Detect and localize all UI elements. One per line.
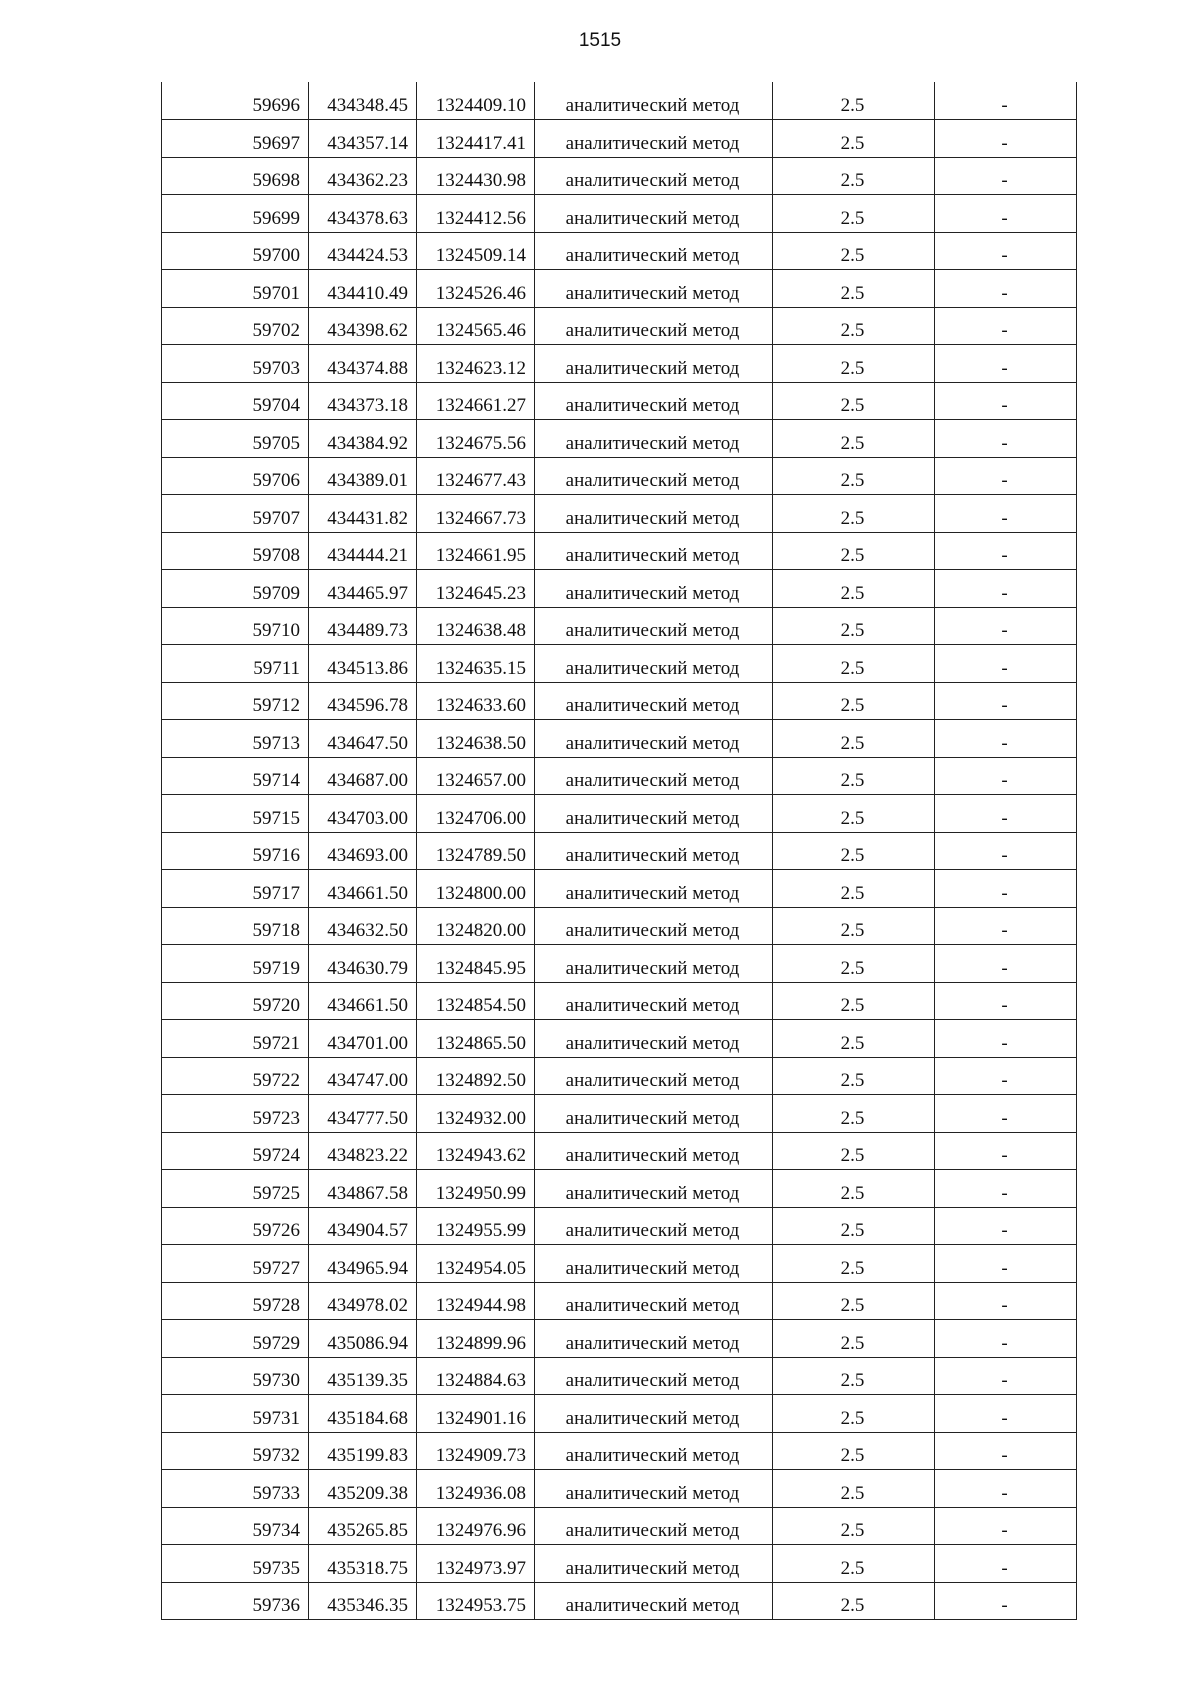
point-number-cell: 59718 (162, 907, 309, 945)
note-cell: - (935, 532, 1077, 570)
table-row (162, 1507, 1077, 1545)
y-coordinate-cell: 1324623.12 (417, 345, 535, 383)
y-coordinate-cell: 1324633.60 (417, 682, 535, 720)
table-row (162, 1282, 1077, 1320)
precision-cell: 2.5 (773, 157, 935, 195)
point-number-cell: 59702 (162, 307, 309, 345)
y-coordinate-cell: 1324901.16 (417, 1395, 535, 1433)
x-coordinate-cell: 434647.50 (309, 720, 417, 758)
precision-cell: 2.5 (773, 495, 935, 533)
method-cell: аналитический метод (535, 607, 773, 645)
precision-cell: 2.5 (773, 532, 935, 570)
precision-cell: 2.5 (773, 1432, 935, 1470)
note-cell: - (935, 270, 1077, 308)
method-cell: аналитический метод (535, 307, 773, 345)
y-coordinate-cell: 1324409.10 (417, 82, 535, 120)
method-cell: аналитический метод (535, 1282, 773, 1320)
y-coordinate-cell: 1324509.14 (417, 232, 535, 270)
note-cell: - (935, 457, 1077, 495)
method-cell: аналитический метод (535, 1395, 773, 1433)
note-cell: - (935, 1095, 1077, 1133)
note-cell: - (935, 382, 1077, 420)
method-cell: аналитический метод (535, 1507, 773, 1545)
x-coordinate-cell: 434867.58 (309, 1170, 417, 1208)
method-cell: аналитический метод (535, 457, 773, 495)
precision-cell: 2.5 (773, 795, 935, 833)
y-coordinate-cell: 1324635.15 (417, 645, 535, 683)
y-coordinate-cell: 1324800.00 (417, 870, 535, 908)
precision-cell: 2.5 (773, 345, 935, 383)
x-coordinate-cell: 434373.18 (309, 382, 417, 420)
point-number-cell: 59720 (162, 982, 309, 1020)
x-coordinate-cell: 434823.22 (309, 1132, 417, 1170)
table-row (162, 82, 1077, 120)
point-number-cell: 59709 (162, 570, 309, 608)
point-number-cell: 59724 (162, 1132, 309, 1170)
note-cell: - (935, 1245, 1077, 1283)
table-row (162, 1095, 1077, 1133)
precision-cell: 2.5 (773, 457, 935, 495)
method-cell: аналитический метод (535, 1095, 773, 1133)
precision-cell: 2.5 (773, 1470, 935, 1508)
table-row (162, 1132, 1077, 1170)
x-coordinate-cell: 434357.14 (309, 120, 417, 158)
point-number-cell: 59710 (162, 607, 309, 645)
method-cell: аналитический метод (535, 907, 773, 945)
point-number-cell: 59735 (162, 1545, 309, 1583)
table-row (162, 1245, 1077, 1283)
y-coordinate-cell: 1324412.56 (417, 195, 535, 233)
note-cell: - (935, 232, 1077, 270)
precision-cell: 2.5 (773, 757, 935, 795)
table-row (162, 1470, 1077, 1508)
point-number-cell: 59700 (162, 232, 309, 270)
note-cell: - (935, 570, 1077, 608)
point-number-cell: 59696 (162, 82, 309, 120)
precision-cell: 2.5 (773, 1245, 935, 1283)
table-row (162, 270, 1077, 308)
point-number-cell: 59716 (162, 832, 309, 870)
table-row (162, 157, 1077, 195)
y-coordinate-cell: 1324865.50 (417, 1020, 535, 1058)
method-cell: аналитический метод (535, 232, 773, 270)
precision-cell: 2.5 (773, 1582, 935, 1620)
precision-cell: 2.5 (773, 1057, 935, 1095)
precision-cell: 2.5 (773, 907, 935, 945)
point-number-cell: 59713 (162, 720, 309, 758)
point-number-cell: 59733 (162, 1470, 309, 1508)
table-row (162, 1582, 1077, 1620)
method-cell: аналитический метод (535, 1207, 773, 1245)
point-number-cell: 59729 (162, 1320, 309, 1358)
y-coordinate-cell: 1324657.00 (417, 757, 535, 795)
note-cell: - (935, 1132, 1077, 1170)
y-coordinate-cell: 1324932.00 (417, 1095, 535, 1133)
table-row (162, 870, 1077, 908)
y-coordinate-cell: 1324638.50 (417, 720, 535, 758)
note-cell: - (935, 870, 1077, 908)
precision-cell: 2.5 (773, 570, 935, 608)
table-row (162, 307, 1077, 345)
table-row (162, 945, 1077, 983)
method-cell: аналитический метод (535, 1057, 773, 1095)
table-row (162, 382, 1077, 420)
y-coordinate-cell: 1324565.46 (417, 307, 535, 345)
y-coordinate-cell: 1324677.43 (417, 457, 535, 495)
note-cell: - (935, 307, 1077, 345)
note-cell: - (935, 157, 1077, 195)
precision-cell: 2.5 (773, 1545, 935, 1583)
precision-cell: 2.5 (773, 1207, 935, 1245)
method-cell: аналитический метод (535, 195, 773, 233)
precision-cell: 2.5 (773, 1020, 935, 1058)
point-number-cell: 59714 (162, 757, 309, 795)
table-row (162, 1357, 1077, 1395)
note-cell: - (935, 82, 1077, 120)
table-row (162, 1170, 1077, 1208)
y-coordinate-cell: 1324954.05 (417, 1245, 535, 1283)
point-number-cell: 59698 (162, 157, 309, 195)
method-cell: аналитический метод (535, 157, 773, 195)
method-cell: аналитический метод (535, 982, 773, 1020)
table-row (162, 1432, 1077, 1470)
method-cell: аналитический метод (535, 757, 773, 795)
y-coordinate-cell: 1324526.46 (417, 270, 535, 308)
y-coordinate-cell: 1324943.62 (417, 1132, 535, 1170)
y-coordinate-cell: 1324789.50 (417, 832, 535, 870)
x-coordinate-cell: 434596.78 (309, 682, 417, 720)
precision-cell: 2.5 (773, 1095, 935, 1133)
note-cell: - (935, 682, 1077, 720)
y-coordinate-cell: 1324854.50 (417, 982, 535, 1020)
note-cell: - (935, 345, 1077, 383)
x-coordinate-cell: 434703.00 (309, 795, 417, 833)
note-cell: - (935, 1057, 1077, 1095)
point-number-cell: 59721 (162, 1020, 309, 1058)
method-cell: аналитический метод (535, 1020, 773, 1058)
table-row (162, 682, 1077, 720)
method-cell: аналитический метод (535, 945, 773, 983)
x-coordinate-cell: 434630.79 (309, 945, 417, 983)
x-coordinate-cell: 434410.49 (309, 270, 417, 308)
precision-cell: 2.5 (773, 420, 935, 458)
x-coordinate-cell: 434431.82 (309, 495, 417, 533)
precision-cell: 2.5 (773, 1507, 935, 1545)
x-coordinate-cell: 434398.62 (309, 307, 417, 345)
note-cell: - (935, 982, 1077, 1020)
note-cell: - (935, 795, 1077, 833)
note-cell: - (935, 945, 1077, 983)
table-row (162, 420, 1077, 458)
point-number-cell: 59725 (162, 1170, 309, 1208)
point-number-cell: 59719 (162, 945, 309, 983)
y-coordinate-cell: 1324667.73 (417, 495, 535, 533)
x-coordinate-cell: 434424.53 (309, 232, 417, 270)
point-number-cell: 59734 (162, 1507, 309, 1545)
x-coordinate-cell: 435346.35 (309, 1582, 417, 1620)
note-cell: - (935, 1432, 1077, 1470)
page-number: 1515 (578, 30, 622, 51)
table-row (162, 532, 1077, 570)
method-cell: аналитический метод (535, 1470, 773, 1508)
note-cell: - (935, 495, 1077, 533)
method-cell: аналитический метод (535, 795, 773, 833)
point-number-cell: 59705 (162, 420, 309, 458)
table-row (162, 195, 1077, 233)
x-coordinate-cell: 434489.73 (309, 607, 417, 645)
precision-cell: 2.5 (773, 645, 935, 683)
table-row (162, 720, 1077, 758)
y-coordinate-cell: 1324944.98 (417, 1282, 535, 1320)
y-coordinate-cell: 1324661.95 (417, 532, 535, 570)
x-coordinate-cell: 434693.00 (309, 832, 417, 870)
note-cell: - (935, 645, 1077, 683)
method-cell: аналитический метод (535, 382, 773, 420)
method-cell: аналитический метод (535, 345, 773, 383)
table-row (162, 345, 1077, 383)
note-cell: - (935, 1170, 1077, 1208)
point-number-cell: 59708 (162, 532, 309, 570)
point-number-cell: 59727 (162, 1245, 309, 1283)
x-coordinate-cell: 434362.23 (309, 157, 417, 195)
point-number-cell: 59726 (162, 1207, 309, 1245)
precision-cell: 2.5 (773, 307, 935, 345)
y-coordinate-cell: 1324909.73 (417, 1432, 535, 1470)
precision-cell: 2.5 (773, 1132, 935, 1170)
x-coordinate-cell: 435139.35 (309, 1357, 417, 1395)
point-number-cell: 59712 (162, 682, 309, 720)
precision-cell: 2.5 (773, 1282, 935, 1320)
coordinates-table (161, 82, 1077, 1620)
x-coordinate-cell: 434965.94 (309, 1245, 417, 1283)
x-coordinate-cell: 435086.94 (309, 1320, 417, 1358)
precision-cell: 2.5 (773, 120, 935, 158)
precision-cell: 2.5 (773, 945, 935, 983)
precision-cell: 2.5 (773, 1320, 935, 1358)
method-cell: аналитический метод (535, 420, 773, 458)
point-number-cell: 59706 (162, 457, 309, 495)
table-row (162, 907, 1077, 945)
y-coordinate-cell: 1324892.50 (417, 1057, 535, 1095)
point-number-cell: 59711 (162, 645, 309, 683)
x-coordinate-cell: 435184.68 (309, 1395, 417, 1433)
table-row (162, 1545, 1077, 1583)
table-row (162, 795, 1077, 833)
precision-cell: 2.5 (773, 1357, 935, 1395)
x-coordinate-cell: 434687.00 (309, 757, 417, 795)
point-number-cell: 59731 (162, 1395, 309, 1433)
y-coordinate-cell: 1324675.56 (417, 420, 535, 458)
y-coordinate-cell: 1324645.23 (417, 570, 535, 608)
x-coordinate-cell: 434374.88 (309, 345, 417, 383)
y-coordinate-cell: 1324845.95 (417, 945, 535, 983)
note-cell: - (935, 1357, 1077, 1395)
x-coordinate-cell: 434384.92 (309, 420, 417, 458)
y-coordinate-cell: 1324936.08 (417, 1470, 535, 1508)
point-number-cell: 59717 (162, 870, 309, 908)
x-coordinate-cell: 434661.50 (309, 982, 417, 1020)
table-body (162, 82, 1077, 1620)
x-coordinate-cell: 435199.83 (309, 1432, 417, 1470)
table-row (162, 757, 1077, 795)
x-coordinate-cell: 434661.50 (309, 870, 417, 908)
x-coordinate-cell: 434348.45 (309, 82, 417, 120)
x-coordinate-cell: 434513.86 (309, 645, 417, 683)
x-coordinate-cell: 434632.50 (309, 907, 417, 945)
note-cell: - (935, 1207, 1077, 1245)
precision-cell: 2.5 (773, 870, 935, 908)
x-coordinate-cell: 434904.57 (309, 1207, 417, 1245)
point-number-cell: 59730 (162, 1357, 309, 1395)
table-row (162, 1020, 1077, 1058)
table-row (162, 1057, 1077, 1095)
x-coordinate-cell: 434465.97 (309, 570, 417, 608)
method-cell: аналитический метод (535, 1545, 773, 1583)
method-cell: аналитический метод (535, 495, 773, 533)
precision-cell: 2.5 (773, 982, 935, 1020)
table-row (162, 495, 1077, 533)
table-row (162, 982, 1077, 1020)
precision-cell: 2.5 (773, 232, 935, 270)
note-cell: - (935, 195, 1077, 233)
note-cell: - (935, 720, 1077, 758)
note-cell: - (935, 1020, 1077, 1058)
table-row (162, 832, 1077, 870)
precision-cell: 2.5 (773, 82, 935, 120)
note-cell: - (935, 607, 1077, 645)
method-cell: аналитический метод (535, 682, 773, 720)
x-coordinate-cell: 434777.50 (309, 1095, 417, 1133)
point-number-cell: 59707 (162, 495, 309, 533)
precision-cell: 2.5 (773, 1395, 935, 1433)
x-coordinate-cell: 434389.01 (309, 457, 417, 495)
method-cell: аналитический метод (535, 832, 773, 870)
method-cell: аналитический метод (535, 570, 773, 608)
y-coordinate-cell: 1324976.96 (417, 1507, 535, 1545)
point-number-cell: 59704 (162, 382, 309, 420)
y-coordinate-cell: 1324955.99 (417, 1207, 535, 1245)
table-row (162, 645, 1077, 683)
note-cell: - (935, 120, 1077, 158)
method-cell: аналитический метод (535, 1320, 773, 1358)
note-cell: - (935, 1470, 1077, 1508)
table-row (162, 120, 1077, 158)
x-coordinate-cell: 434701.00 (309, 1020, 417, 1058)
point-number-cell: 59732 (162, 1432, 309, 1470)
precision-cell: 2.5 (773, 270, 935, 308)
x-coordinate-cell: 434747.00 (309, 1057, 417, 1095)
method-cell: аналитический метод (535, 1432, 773, 1470)
table-row (162, 607, 1077, 645)
precision-cell: 2.5 (773, 382, 935, 420)
method-cell: аналитический метод (535, 82, 773, 120)
y-coordinate-cell: 1324953.75 (417, 1582, 535, 1620)
method-cell: аналитический метод (535, 1170, 773, 1208)
y-coordinate-cell: 1324430.98 (417, 157, 535, 195)
note-cell: - (935, 1582, 1077, 1620)
y-coordinate-cell: 1324973.97 (417, 1545, 535, 1583)
note-cell: - (935, 1395, 1077, 1433)
y-coordinate-cell: 1324820.00 (417, 907, 535, 945)
y-coordinate-cell: 1324706.00 (417, 795, 535, 833)
y-coordinate-cell: 1324417.41 (417, 120, 535, 158)
precision-cell: 2.5 (773, 607, 935, 645)
point-number-cell: 59736 (162, 1582, 309, 1620)
x-coordinate-cell: 434444.21 (309, 532, 417, 570)
x-coordinate-cell: 435209.38 (309, 1470, 417, 1508)
x-coordinate-cell: 435265.85 (309, 1507, 417, 1545)
note-cell: - (935, 1545, 1077, 1583)
precision-cell: 2.5 (773, 195, 935, 233)
y-coordinate-cell: 1324950.99 (417, 1170, 535, 1208)
table-row (162, 457, 1077, 495)
note-cell: - (935, 757, 1077, 795)
y-coordinate-cell: 1324899.96 (417, 1320, 535, 1358)
point-number-cell: 59697 (162, 120, 309, 158)
point-number-cell: 59723 (162, 1095, 309, 1133)
method-cell: аналитический метод (535, 532, 773, 570)
table-row (162, 1320, 1077, 1358)
method-cell: аналитический метод (535, 1245, 773, 1283)
note-cell: - (935, 1320, 1077, 1358)
precision-cell: 2.5 (773, 682, 935, 720)
method-cell: аналитический метод (535, 1582, 773, 1620)
method-cell: аналитический метод (535, 270, 773, 308)
x-coordinate-cell: 434378.63 (309, 195, 417, 233)
table-row (162, 1207, 1077, 1245)
point-number-cell: 59728 (162, 1282, 309, 1320)
method-cell: аналитический метод (535, 720, 773, 758)
note-cell: - (935, 420, 1077, 458)
x-coordinate-cell: 435318.75 (309, 1545, 417, 1583)
precision-cell: 2.5 (773, 832, 935, 870)
note-cell: - (935, 1282, 1077, 1320)
method-cell: аналитический метод (535, 1357, 773, 1395)
y-coordinate-cell: 1324638.48 (417, 607, 535, 645)
y-coordinate-cell: 1324661.27 (417, 382, 535, 420)
point-number-cell: 59703 (162, 345, 309, 383)
point-number-cell: 59699 (162, 195, 309, 233)
method-cell: аналитический метод (535, 870, 773, 908)
point-number-cell: 59715 (162, 795, 309, 833)
table-row (162, 570, 1077, 608)
note-cell: - (935, 907, 1077, 945)
y-coordinate-cell: 1324884.63 (417, 1357, 535, 1395)
point-number-cell: 59701 (162, 270, 309, 308)
method-cell: аналитический метод (535, 645, 773, 683)
method-cell: аналитический метод (535, 1132, 773, 1170)
method-cell: аналитический метод (535, 120, 773, 158)
point-number-cell: 59722 (162, 1057, 309, 1095)
x-coordinate-cell: 434978.02 (309, 1282, 417, 1320)
table-row (162, 1395, 1077, 1433)
precision-cell: 2.5 (773, 1170, 935, 1208)
table-row (162, 232, 1077, 270)
note-cell: - (935, 1507, 1077, 1545)
precision-cell: 2.5 (773, 720, 935, 758)
note-cell: - (935, 832, 1077, 870)
